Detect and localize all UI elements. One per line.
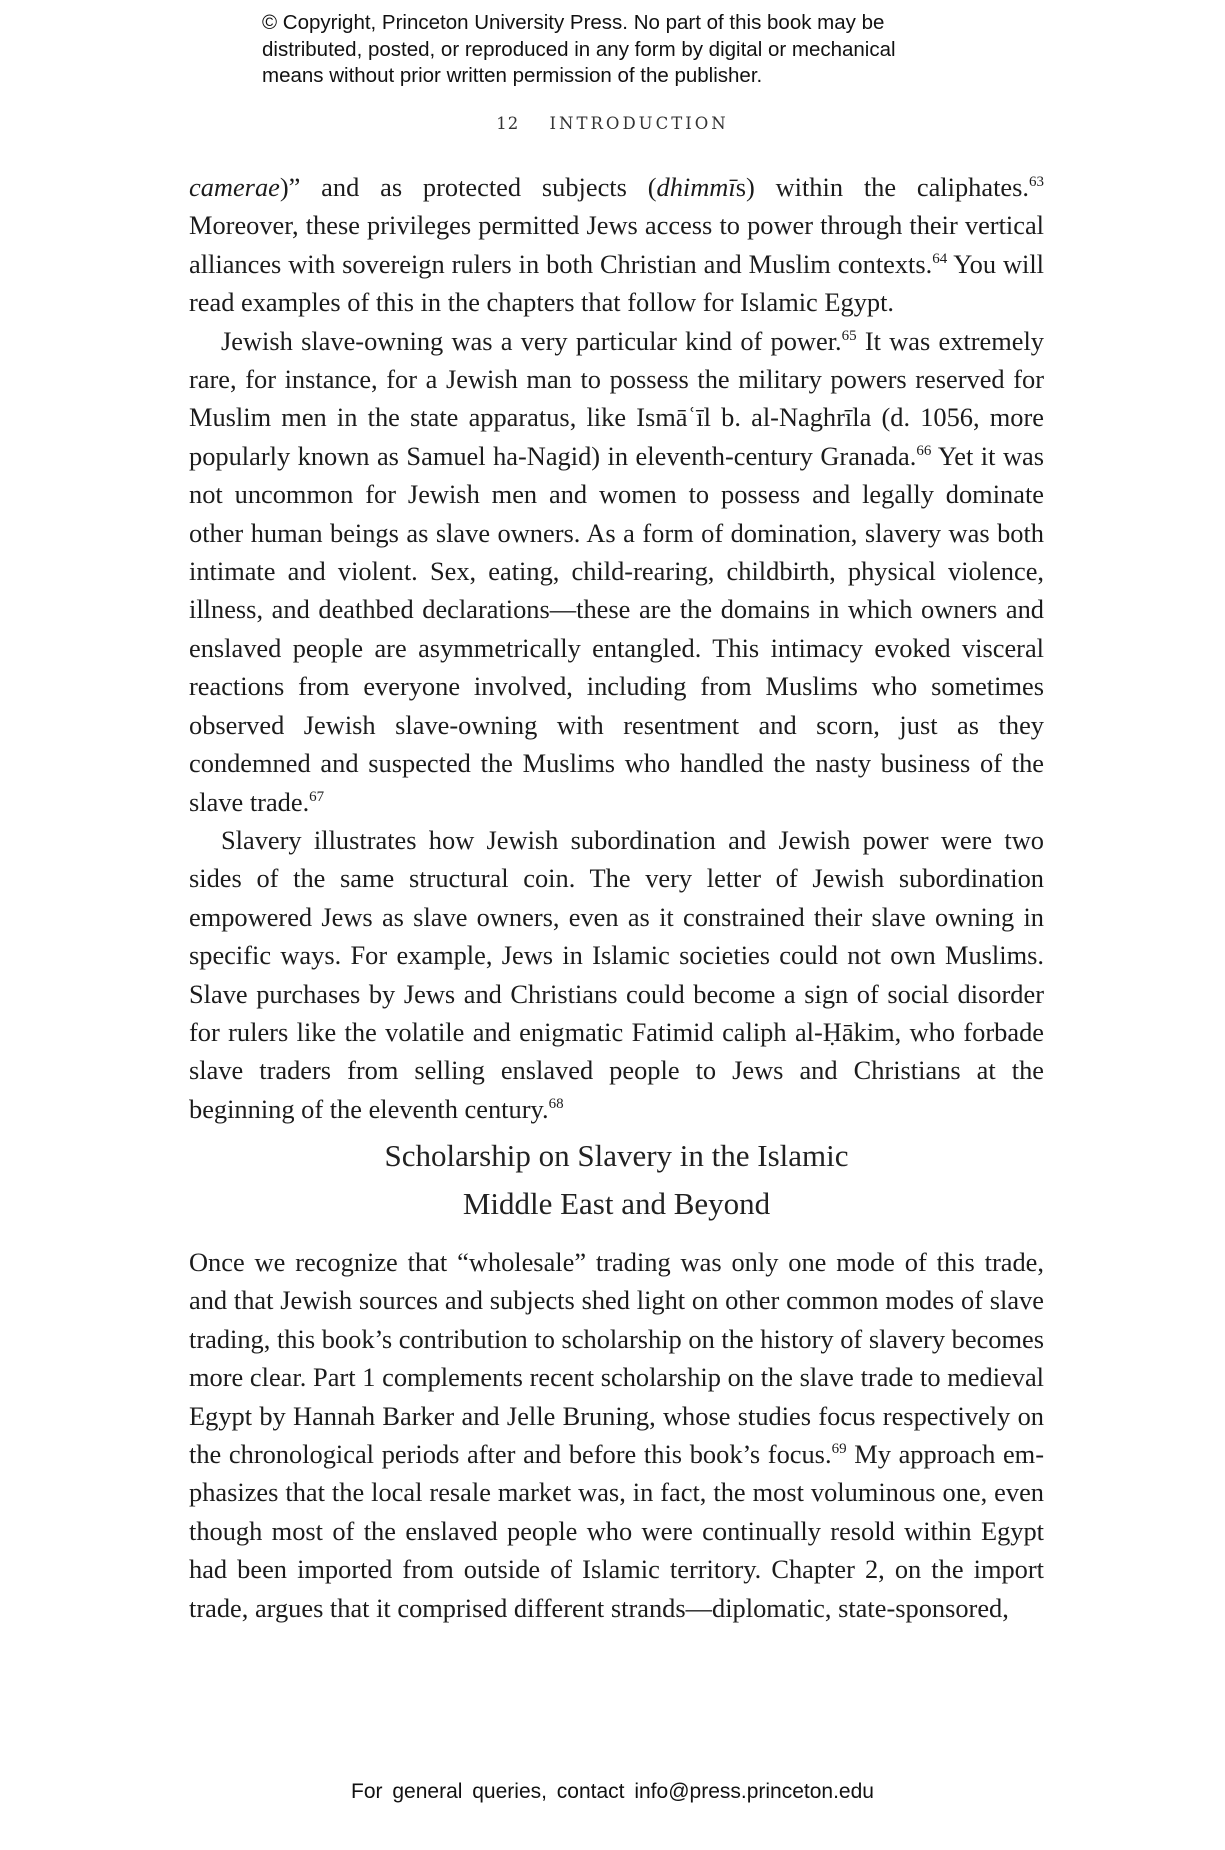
text-run: Jewish slave-owning was a very particular kind of power. <box>221 325 842 356</box>
footnote-ref[interactable]: 65 <box>841 327 857 344</box>
text-run: You will read examples of this in the chapters that follow for Islamic Egypt. <box>189 248 1045 318</box>
text-run: Once we recognize that “wholesale” trading was only one mode of this trade, and that Jewish sources and subjects shed light on other common modes of slave trading, this book’s contribution to scholarship on the history of slavery becomes more clear. Part 1 complements recent scholarship on the slave trade to medieval Egypt by Hannah Barker and Jelle Bruning, whose studies focus respectively on the chronological periods after and before this book’s focus. <box>189 1247 1044 1470</box>
text-run: s) within the caliphates. <box>735 172 1029 202</box>
body-text-upper <box>189 168 1044 1128</box>
running-head <box>0 114 1225 133</box>
paragraph <box>189 821 1044 1128</box>
page-number: 12 <box>496 114 520 133</box>
copyright-notice <box>262 10 982 90</box>
section-heading-line: Scholarship on Slavery in the Islamic <box>384 1138 849 1173</box>
copyright-line: distributed, posted, or reproduced in any form by digital or mechanical <box>262 37 896 61</box>
running-head-section: INTRODUCTION <box>549 114 729 133</box>
text-run: It was extremely rare, for instance, for a Jewish man to possess the military powers reserved for Muslim men in the state apparatus, like Ismāʿīl b. al-Naghrīla (d. 1056, more popularly known as Samuel ha-Nagid) in eleventh-century Granada. <box>189 325 1044 471</box>
text-run: Slavery illustrates how Jewish subordination and Jewish power were two sides of the same structural coin. The very letter of Jewish subordination empowered Jews as slave owners, even as it constrained their slave owning in specific ways. For example, Jews in Islamic societies could not own Muslims. Slave purchases by Jews and Christians could become a sign of social disorder for rulers like the volatile and enigmatic Fatimid caliph al-Ḥākim, who forbade slave traders from selling enslaved people to Jews and Christians at the beginning of the eleventh century. <box>189 824 1044 1124</box>
text-run: Yet it was not uncommon for Jewish men and women to possess and legally dominate other human beings as slave owners. As a form of domination, slavery was both intimate and violent. Sex, eating, child-rearing, childbirth, physical violence, illness, and deathbed declarations—these are the domains in which owners and enslaved people are asymmetrically entangled. This intimacy evoked visceral reactions from everyone involved, including from Muslims who sometimes observed Jewish slave-owning with resentment and scorn, just as they condemned and suspected the Muslims who handled the nasty business of the slave trade. <box>189 440 1044 817</box>
text-run: Moreover, these privileges permitted Jews access to power through their vertical alliances with sovereign rulers in both Christian and Muslim contexts. <box>189 210 1044 279</box>
paragraph <box>189 1243 1044 1627</box>
paragraph <box>189 168 1044 322</box>
section-heading <box>189 1132 1044 1228</box>
copyright-line: means without prior written permission of the publisher. <box>262 64 763 87</box>
section-heading-line: Middle East and Beyond <box>462 1186 771 1221</box>
footnote-ref[interactable]: 64 <box>932 250 948 267</box>
footer-contact: For general queries, contact info@press.princeton.edu <box>351 1780 874 1803</box>
footnote-ref[interactable]: 66 <box>916 442 932 459</box>
text-run: )” and as protected subjects ( <box>279 172 657 202</box>
text-run: My approach emphasizes that the local resale market was, in fact, the most voluminous one, even though most of the enslaved people who were continually resold within Egypt had been imported from outside of Islamic territory. Chapter 2, on the import trade, argues that it comprised different strands—diplomatic, state-sponsored, <box>189 1439 1045 1623</box>
italic-term: camerae <box>189 172 280 202</box>
paragraph <box>189 322 1044 821</box>
footnote-ref[interactable]: 68 <box>548 1095 564 1112</box>
footnote-ref[interactable]: 67 <box>309 788 325 805</box>
copyright-line: © Copyright, Princeton University Press. No part of this book may be <box>262 11 885 34</box>
footnote-ref[interactable]: 63 <box>1029 174 1044 190</box>
footnote-ref[interactable]: 69 <box>831 1441 847 1458</box>
body-text-lower <box>189 1243 1044 1627</box>
italic-term: dhimmī <box>656 172 736 202</box>
